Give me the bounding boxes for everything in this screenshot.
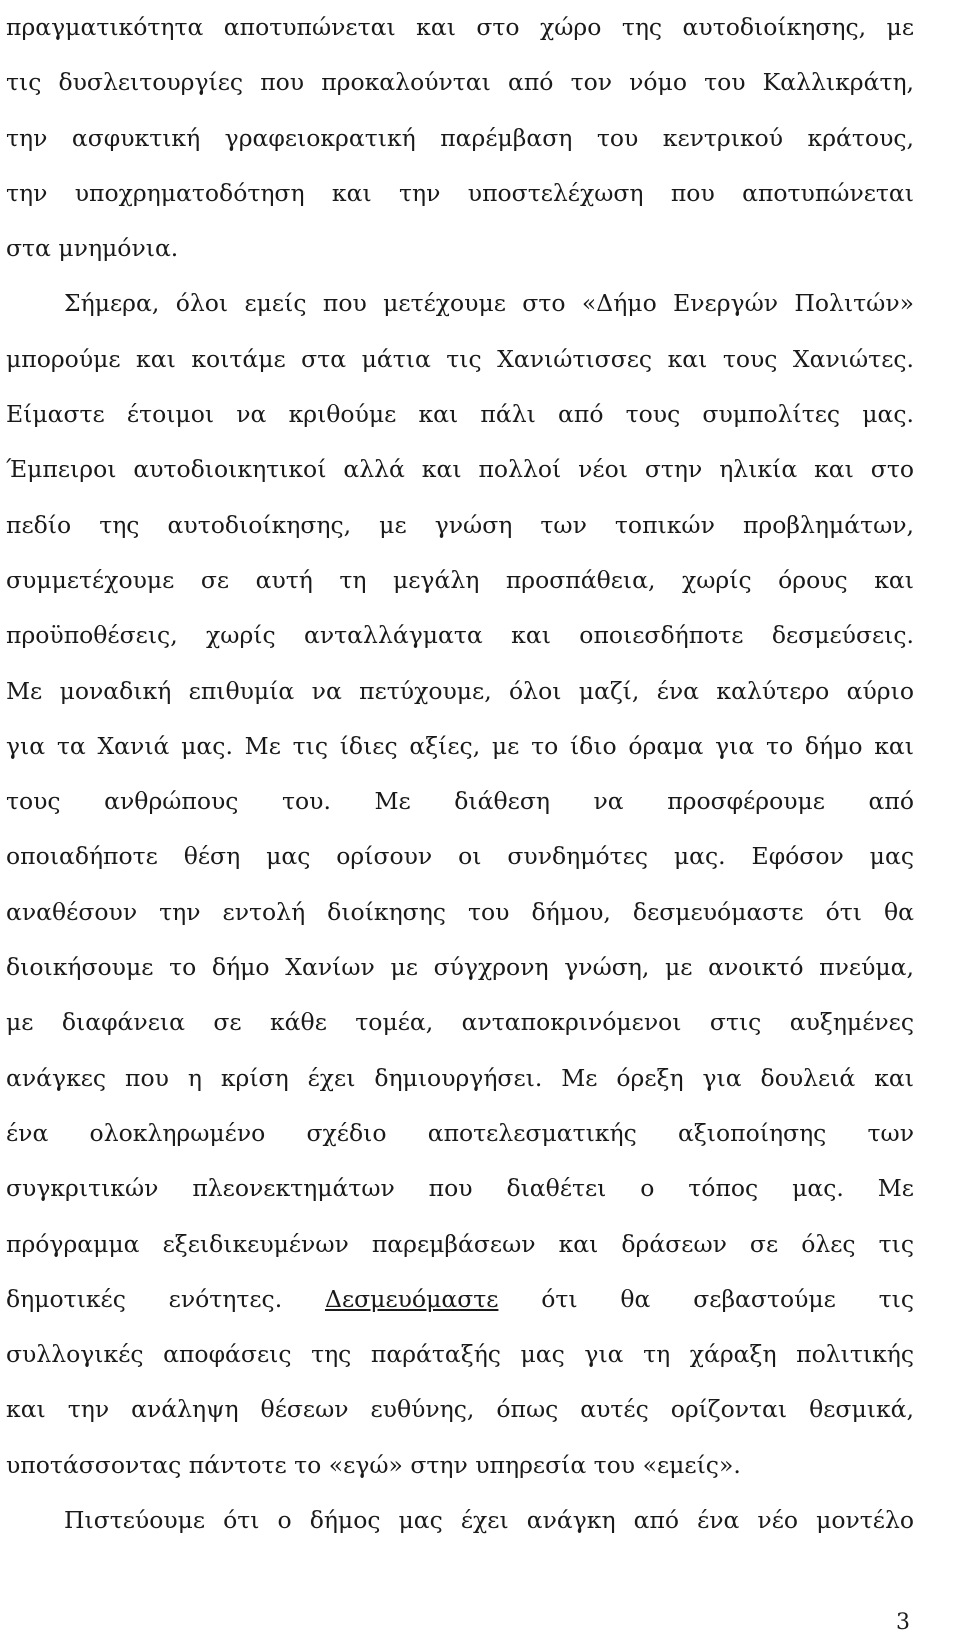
text-line: και την ανάληψη θέσεων ευθύνης, όπως αυτές ορίζονται θεσμικά, — [6, 1395, 914, 1424]
text-line: πρόγραμμα εξειδικευμένων παρεμβάσεων και δράσεων σε όλες τις — [6, 1229, 914, 1258]
document-page — [6, 0, 914, 1548]
text-line: Έμπειροι αυτοδιοικητικοί αλλά και πολλοί νέοι στην ηλικία και στο — [6, 455, 914, 484]
text-line: συγκριτικών πλεονεκτημάτων που διαθέτει ο τόπος μας. Με — [6, 1174, 914, 1203]
page-number: 3 — [896, 1610, 910, 1635]
text-line: ένα ολοκληρωμένο σχέδιο αποτελεσματικής αξιοποίησης των — [6, 1118, 914, 1147]
text-line: πραγματικότητα αποτυπώνεται και στο χώρο της αυτοδιοίκησης, με — [6, 13, 914, 41]
text-line: αναθέσουν την εντολή διοίκησης του δήμου, δεσμευόμαστε ότι θα — [6, 897, 914, 926]
text-segment: δημοτικές ενότητες. — [6, 1284, 283, 1313]
text-line: Είμαστε έτοιμοι να κριθούμε και πάλι από τους συμπολίτες μας. — [6, 400, 914, 429]
text-line: Σήμερα, όλοι εμείς που μετέχουμε στο «Δήμο Ενεργών Πολιτών» — [64, 289, 914, 318]
text-line — [6, 1272, 914, 1327]
text-line: στα μνημόνια. — [6, 234, 179, 263]
text-segment: ότι θα σεβαστούμε τις — [541, 1284, 914, 1313]
text-line: για τα Χανιά μας. Με τις ίδιες αξίες, με το ίδιο όραμα για το δήμο και — [6, 731, 914, 760]
text-line: πεδίο της αυτοδιοίκησης, με γνώση των τοπικών προβλημάτων, — [6, 510, 914, 539]
text-line: συμμετέχουμε σε αυτή τη μεγάλη προσπάθεια, χωρίς όρους και — [6, 565, 914, 594]
text-line: Με μοναδική επιθυμία να πετύχουμε, όλοι μαζί, ένα καλύτερο αύριο — [6, 676, 914, 705]
text-line: με διαφάνεια σε κάθε τομέα, ανταποκρινόμενοι στις αυξημένες — [6, 1008, 914, 1037]
text-line: οποιαδήποτε θέση μας ορίσουν οι συνδημότες μας. Εφόσον μας — [6, 842, 914, 871]
text-line: τους ανθρώπους του. Με διάθεση να προσφέρουμε από — [6, 787, 914, 816]
text-line: συλλογικές αποφάσεις της παράταξής μας για τη χάραξη πολιτικής — [6, 1340, 914, 1369]
text-line: ανάγκες που η κρίση έχει δημιουργήσει. Με όρεξη για δουλειά και — [6, 1063, 914, 1092]
text-line: τις δυσλειτουργίες που προκαλούνται από τον νόμο του Καλλικράτη, — [6, 68, 914, 97]
text-line: προϋποθέσεις, χωρίς ανταλλάγματα και οποιεσδήποτε δεσμεύσεις. — [6, 621, 914, 650]
text-line: μπορούμε και κοιτάμε στα μάτια τις Χανιώτισσες και τους Χανιώτες. — [6, 344, 914, 373]
underlined-word: Δεσμευόμαστε — [325, 1284, 499, 1313]
text-line: Πιστεύουμε ότι ο δήμος μας έχει ανάγκη από ένα νέο μοντέλο — [64, 1506, 914, 1535]
text-line: υποτάσσοντας πάντοτε το «εγώ» στην υπηρεσία του «εμείς». — [6, 1450, 741, 1479]
text-line: την υποχρηματοδότηση και την υποστελέχωση που αποτυπώνεται — [6, 178, 914, 207]
text-line: την ασφυκτική γραφειοκρατική παρέμβαση του κεντρικού κράτους, — [6, 123, 914, 152]
text-line: διοικήσουμε το δήμο Χανίων με σύγχρονη γνώση, με ανοικτό πνεύμα, — [6, 953, 914, 982]
